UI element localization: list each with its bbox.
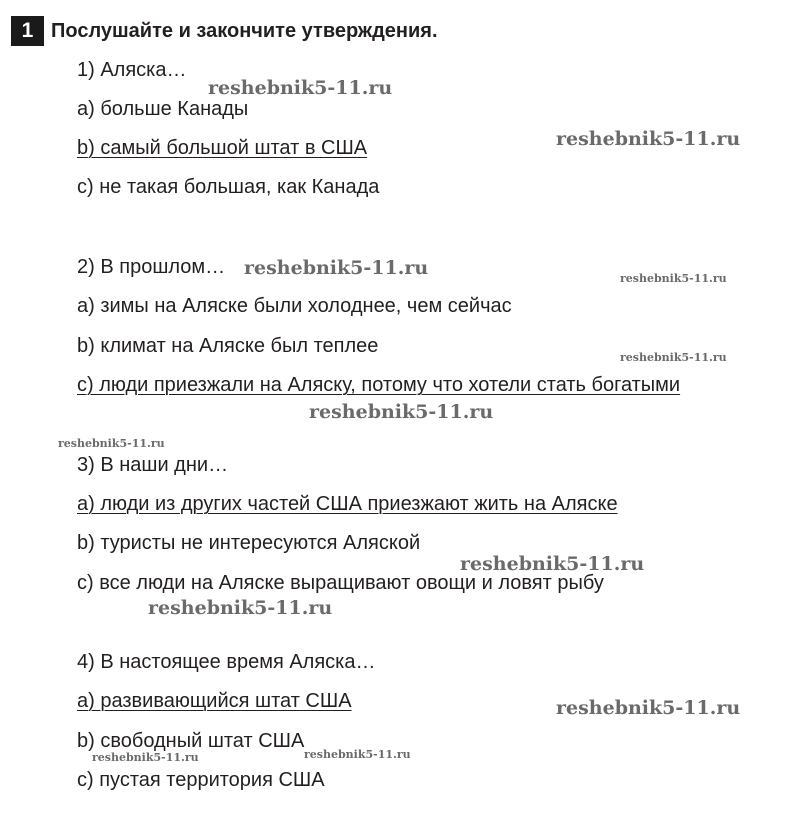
answer-option: b) климат на Аляске был теплее [77,335,379,357]
watermark: reshebnik5-11.ru [309,401,494,423]
answer-option-correct: a) развивающийся штат США [77,690,352,712]
answer-option: b) свободный штат США [77,730,305,752]
answer-option: c) пустая территория США [77,769,325,791]
watermark: reshebnik5-11.ru [148,597,333,619]
answer-option-correct: c) люди приезжали на Аляску, потому что хотели стать богатыми [77,374,681,396]
answer-option: c) все люди на Аляске выращивают овощи и ловят рыбу [77,572,604,594]
answer-option-correct: b) самый большой штат в США [77,137,368,159]
watermark: reshebnik5-11.ru [304,748,411,761]
answer-option: c) не такая большая, как Канада [77,176,380,198]
watermark: reshebnik5-11.ru [208,77,393,99]
watermark: reshebnik5-11.ru [92,751,199,764]
watermark: reshebnik5-11.ru [58,437,165,450]
watermark: reshebnik5-11.ru [620,272,727,285]
watermark: reshebnik5-11.ru [244,257,429,279]
answer-option: a) больше Канады [77,98,249,120]
question-stem: 4) В настоящее время Аляска… [77,651,376,673]
question-stem: 3) В наши дни… [77,454,229,476]
question-stem: 2) В прошлом… [77,256,226,278]
exercise-number-badge: 1 [11,16,44,46]
answer-option-correct: a) люди из других частей США приезжают жить на Аляске [77,493,618,515]
watermark: reshebnik5-11.ru [556,128,741,150]
answer-option: b) туристы не интересуются Аляской [77,532,421,554]
exercise-title: Послушайте и закончите утверждения. [51,20,438,42]
watermark: reshebnik5-11.ru [556,697,741,719]
question-stem: 1) Аляска… [77,59,187,81]
watermark: reshebnik5-11.ru [620,351,727,364]
answer-option: a) зимы на Аляске были холоднее, чем сейчас [77,295,512,317]
watermark: reshebnik5-11.ru [460,553,645,575]
